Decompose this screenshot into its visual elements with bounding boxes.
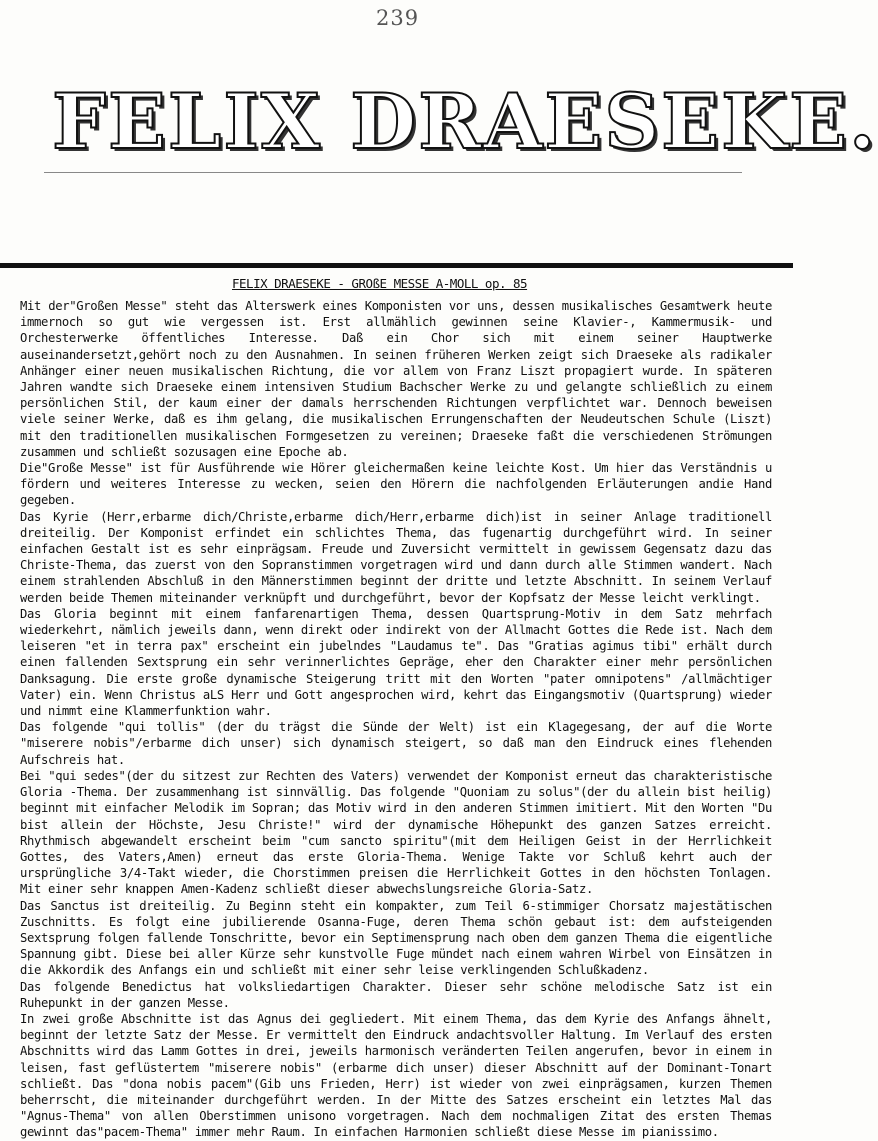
paragraph-gloria: Das Gloria beginnt mit einem fanfarenartigen Thema, dessen Quartsprung-Motiv in dem Satz mehrfach wiederkehrt, nämlich jeweils dann, wenn direkt oder indirekt von der Allmacht Gottes die Rede ist. Nach dem leiseren "et in terra pax" erscheint ein jubelndes "Laudamus te". Das "Gratias agimus tibi" erhält durch einen fallenden Sextsprung ein sehr verinnerlichtes Gepräge, eher den Charakter einer mehr persönlichen Danksagung. Die erste große dynamische Steigerung tritt mit den Worten "pater omnipotens" /allmächtiger Vater) ein. Wenn Christus aLS Herr und Gott angesprochen wird, kehrt das Eingangsmotiv (Quartsprung) wieder und nimmt eine Klammerfunktion wahr.: [20, 606, 772, 719]
paragraph-intro: Mit der"Großen Messe" steht das Alterswerk eines Komponisten vor uns, dessen musikalisches Gesamtwerk heute immernoch so gut wie vergessen ist. Erst allmählich gewinnen seine Klavier-, Kammermusik- und Orchesterwerke öffentliches Interesse. Daß ein Chor sich mit einem seiner Hauptwerke auseinandersetzt,gehört noch zu den Ausnahmen. In seinen früheren Werken zeigt sich Draeseke als radikaler Anhänger einer neuen musikalischen Richtung, die vor allem von Franz Liszt propagiert wurde. In späteren Jahren wandte sich Draeseke einem intensiven Studium Bachscher Werke zu und gelangte schließlich zu einem persönlichen Stil, der kaum einer der damals herrschenden Richtungen verpflichtet war. Dennoch beweisen viele seiner Werke, daß es ihm gelang, die musikalischen Errungenschaften der Neudeutschen Schule (Liszt) mit den traditionellen musikalischen Formgesetzen zu vereinen; Draeseke faßt die verschiedenen Strömungen zusammen und schließt sozusagen eine Epoche ab.: [20, 299, 772, 459]
paragraph-qui-tollis: Das folgende "qui tollis" (der du trägst die Sünde der Welt) ist ein Klagegesang, der auf die Worte "miserere nobis"/erbarme dich unser) sich dynamisch steigert, so daß man den Eindruck eines flehenden Aufschreis hat.: [20, 720, 772, 767]
horizontal-rule: [0, 263, 793, 268]
masthead-title: FELIX DRAESEKE.: [52, 77, 878, 166]
paragraph-agnus-dei: In zwei große Abschnitte ist das Agnus dei gegliedert. Mit einem Thema, das dem Kyrie des Anfangs ähnelt, beginnt der letzte Satz der Messe. Er vermittelt den Eindruck andachtsvoller Haltung. Im Verlauf des ersten Abschnitts wird das Lamm Gottes in drei, jeweils harmonisch veränderten Teilen angerufen, bevor in einem in leisen, fast geflüstertem "miserere nobis" (erbarme dich unser) dieser Abschnitt auf der Dominant-Tonart schließt. Das "dona nobis pacem"(Gib uns Frieden, Herr) ist wieder von zwei einprägsamen, kurzen Themen beherrscht, die miteinander durchgeführt werden. In der Mitte des Satzes erscheint ein letztes Mal das "Agnus-Thema" von allen Oberstimmen unisono vorgetragen. Nach dem nochmaligen Zitat des ersten Themas gewinnt das"pacem-Thema" immer mehr Raum. In einfachen Harmonien schließt diese Messe im pianissimo.: [20, 1011, 772, 1140]
paragraph-sanctus: Das Sanctus ist dreiteilig. Zu Beginn steht ein kompakter, zum Teil 6-stimmiger Chorsatz majestätischen Zuschnitts. Es folgt eine jubilierende Osanna-Fuge, deren Thema schön gebaut ist: dem aufsteigenden Sextsprung folgen fallende Tonschritte, bevor ein Septimensprung nach oben dem ganzen Thema die eigentliche Spannung gibt. Diese bei aller Kürze sehr kunstvolle Fuge mündet nach einem wahren Wirbel von Einsätzen in die Akkordik des Anfangs ein und schließt mit einer sehr leise verklingenden Schlußkadenz.: [20, 898, 772, 978]
paragraph-qui-sedes: Bei "qui sedes"(der du sitzest zur Rechten des Vaters) verwendet der Komponist erneut das charakteristische Gloria -Thema. Der zusammenhang ist sinnvällig. Das folgende "Quoniam zu solus"(der du allein bist heilig) beginnt mit einfacher Melodik im Sopran; das Motiv wird in den anderen Stimmen imitiert. Mit den Worten "Du bist allein der Höchste, Jesu Christe!" wird der dynamische Höhepunkt des ganzen Satzes erreicht. Rhythmisch abgewandelt erscheint beim "cum sancto spiritu"(mit dem Heiligen Geist in der Herrlichkeit Gottes, des Vaters,Amen) erneut das erste Gloria-Thema. Wenige Takte vor Schluß kehrt auch der ursprüngliche 3/4-Takt wieder, die Chorstimmen preisen die Herrlichkeit Gottes in den höchsten Tonlagen. Mit einer sehr knappen Amen-Kadenz schließt dieser abwechslungsreiche Gloria-Satz.: [20, 768, 772, 897]
paragraph-preface: Die"Große Messe" ist für Ausführende wie Hörer gleichermaßen keine leichte Kost. Um hier das Verständnis u fördern und weiteres Interesse zu wecken, seien den Hörern die nachfolgenden Erläuterungen andie Hand gegeben.: [20, 461, 772, 508]
paragraph-benedictus: Das folgende Benedictus hat volksliedartigen Charakter. Dieser sehr schöne melodische Satz ist ein Ruhepunkt in der ganzen Messe.: [20, 979, 772, 1010]
masthead-banner: [44, 70, 878, 173]
document-heading: FELIX DRAESEKE - GROßE MESSE A-MOLL op. 85: [232, 276, 528, 291]
page-number: 239: [376, 6, 420, 30]
document-body: [20, 298, 772, 1141]
paragraph-kyrie: Das Kyrie (Herr,erbarme dich/Christe,erbarme dich/Herr,erbarme dich)ist in seiner Anlage traditionell dreiteilig. Der Komponist erfindet ein schlichtes Thema, das fugenartig durchgeführt wird. In seiner einfachen Gestalt ist es sehr einprägsam. Freude und Zuversicht vermittelt in gewissem Gegensatz dazu das Christe-Thema, das zuerst von den Sopranstimmen vorgetragen wird und dann durch alle Stimmen wandert. Nach einem strahlenden Abschluß in den Männerstimmen beginnt der dritte und letzte Abschnitt. In seinem Verlauf werden beide Themen miteinander verknüpft und durchgeführt, bevor der Kopfsatz der Messe leicht verklingt.: [20, 509, 772, 605]
